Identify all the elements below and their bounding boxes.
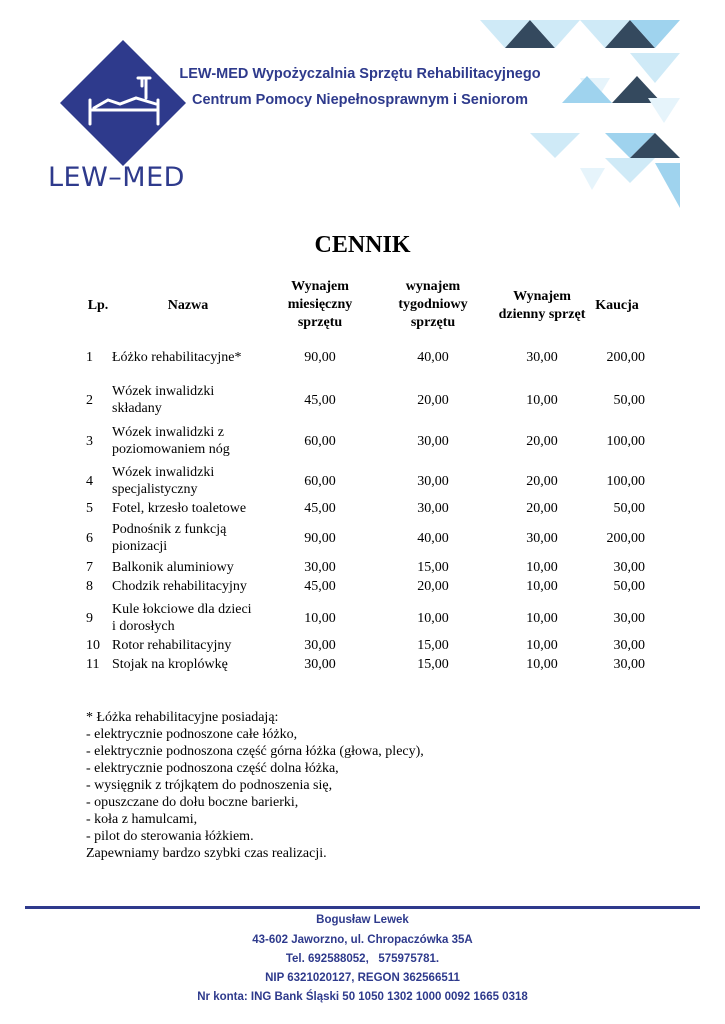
- note-line: - elektrycznie podnoszone całe łóżko,: [86, 727, 298, 742]
- row-name: [112, 464, 272, 498]
- row-daily: 10,00: [526, 657, 558, 672]
- row-daily: 10,00: [526, 393, 558, 408]
- row-name-line: poziomowaniem nóg: [112, 442, 230, 457]
- row-lp: 10: [86, 638, 100, 653]
- row-weekly: 30,00: [417, 474, 449, 489]
- notes: [86, 709, 424, 862]
- row-lp: 4: [86, 474, 93, 489]
- row-lp: 9: [86, 611, 93, 626]
- header-line-2: Centrum Pomocy Niepełnosprawnym i Seniorom: [192, 92, 528, 108]
- header-daily: Wynajem dzienny sprzęt: [498, 289, 586, 322]
- row-name-line: Podnośnik z funkcją: [112, 522, 227, 537]
- row-weekly: 40,00: [417, 531, 449, 546]
- row-daily: 30,00: [526, 350, 558, 365]
- row-deposit: 50,00: [613, 579, 645, 594]
- footer-address: 43-602 Jaworzno, ul. Chropaczówka 35A: [252, 934, 473, 946]
- row-deposit: 50,00: [613, 393, 645, 408]
- row-name-line: Wózek inwalidzki z: [112, 425, 224, 440]
- header-deposit: Kaucja: [595, 298, 639, 313]
- row-name: [112, 656, 272, 673]
- footer-account: Nr konta: ING Bank Śląski 50 1050 1302 1000 0092 1665 0318: [197, 991, 528, 1003]
- row-deposit: 100,00: [606, 434, 645, 449]
- row-name-line: Łóżko rehabilitacyjne*: [112, 350, 242, 365]
- note-line: - pilot do sterowania łóżkiem.: [86, 829, 254, 844]
- row-name-line: składany: [112, 401, 162, 416]
- row-lp: 6: [86, 531, 93, 546]
- row-lp: 11: [86, 657, 100, 672]
- row-deposit: 30,00: [613, 638, 645, 653]
- row-name: [112, 349, 272, 366]
- row-weekly: 15,00: [417, 560, 449, 575]
- note-line: Zapewniamy bardzo szybki czas realizacji.: [86, 846, 327, 861]
- row-name: [112, 500, 272, 517]
- footer-ids: NIP 6321020127, REGON 362566511: [265, 972, 460, 984]
- row-monthly: 90,00: [304, 531, 336, 546]
- note-line: - wysięgnik z trójkątem do podnoszenia się,: [86, 778, 333, 793]
- footer-tel: Tel. 692588052, 575975781.: [285, 953, 440, 965]
- row-weekly: 10,00: [417, 611, 449, 626]
- row-monthly: 30,00: [304, 560, 336, 575]
- row-name-line: Wózek inwalidzki: [112, 384, 215, 399]
- row-weekly: 20,00: [417, 393, 449, 408]
- row-name: [112, 383, 272, 417]
- row-weekly: 30,00: [417, 501, 449, 516]
- row-daily: 10,00: [526, 638, 558, 653]
- row-name-line: Balkonik aluminiowy: [112, 560, 234, 575]
- row-daily: 20,00: [526, 501, 558, 516]
- row-monthly: 30,00: [304, 638, 336, 653]
- row-lp: 5: [86, 501, 93, 516]
- row-monthly: 10,00: [304, 611, 336, 626]
- row-name: [112, 601, 272, 635]
- row-lp: 2: [86, 393, 93, 408]
- header-monthly: Wynajem miesięczny sprzętu: [287, 279, 353, 330]
- row-lp: 1: [86, 350, 93, 365]
- footer-name: Bogusław Lewek: [316, 914, 409, 926]
- row-name: [112, 637, 272, 654]
- page-title: CENNIK: [314, 232, 411, 258]
- row-weekly: 20,00: [417, 579, 449, 594]
- header-line-1: LEW-MED Wypożyczalnia Sprzętu Rehabilitacyjnego: [179, 66, 541, 82]
- row-name-line: pionizacji: [112, 539, 168, 554]
- footer-divider: [25, 906, 700, 909]
- row-name-line: i dorosłych: [112, 619, 175, 634]
- row-name: [112, 424, 272, 458]
- header-weekly: wynajem tygodniowy sprzętu: [398, 279, 468, 330]
- row-name-line: Rotor rehabilitacyjny: [112, 638, 232, 653]
- triangle-decoration: [470, 18, 690, 218]
- row-weekly: 30,00: [417, 434, 449, 449]
- row-monthly: 45,00: [304, 393, 336, 408]
- note-line: - opuszczane do dołu boczne barierki,: [86, 795, 299, 810]
- header-name: Nazwa: [167, 298, 209, 313]
- row-daily: 30,00: [526, 531, 558, 546]
- row-daily: 10,00: [526, 579, 558, 594]
- row-monthly: 60,00: [304, 474, 336, 489]
- row-name-line: specjalistyczny: [112, 482, 198, 497]
- row-name-line: Wózek inwalidzki: [112, 465, 215, 480]
- row-weekly: 15,00: [417, 638, 449, 653]
- row-name-line: Chodzik rehabilitacyjny: [112, 579, 247, 594]
- row-lp: 3: [86, 434, 93, 449]
- row-monthly: 45,00: [304, 501, 336, 516]
- row-name-line: Kule łokciowe dla dzieci: [112, 602, 252, 617]
- row-name: [112, 521, 272, 555]
- row-monthly: 45,00: [304, 579, 336, 594]
- note-line: - koła z hamulcami,: [86, 812, 198, 827]
- row-deposit: 100,00: [606, 474, 645, 489]
- note-line: * Łóżka rehabilitacyjne posiadają:: [86, 710, 279, 725]
- row-deposit: 200,00: [606, 531, 645, 546]
- row-lp: 8: [86, 579, 93, 594]
- row-deposit: 30,00: [613, 657, 645, 672]
- row-daily: 20,00: [526, 474, 558, 489]
- row-monthly: 90,00: [304, 350, 336, 365]
- row-daily: 10,00: [526, 560, 558, 575]
- row-monthly: 60,00: [304, 434, 336, 449]
- row-name: [112, 578, 272, 595]
- row-weekly: 40,00: [417, 350, 449, 365]
- row-name-line: Fotel, krzesło toaletowe: [112, 501, 247, 516]
- row-deposit: 30,00: [613, 611, 645, 626]
- note-line: - elektrycznie podnoszona część dolna łóżka,: [86, 761, 339, 776]
- row-deposit: 200,00: [606, 350, 645, 365]
- row-deposit: 30,00: [613, 560, 645, 575]
- brand-name: LEW–MED: [48, 162, 185, 193]
- row-deposit: 50,00: [613, 501, 645, 516]
- note-line: - elektrycznie podnoszona część górna łóżka (głowa, plecy),: [86, 744, 424, 759]
- row-weekly: 15,00: [417, 657, 449, 672]
- row-daily: 10,00: [526, 611, 558, 626]
- row-name: [112, 559, 272, 576]
- row-monthly: 30,00: [304, 657, 336, 672]
- row-name-line: Stojak na kroplówkę: [112, 657, 228, 672]
- row-daily: 20,00: [526, 434, 558, 449]
- row-lp: 7: [86, 560, 93, 575]
- header-lp: Lp.: [87, 298, 109, 313]
